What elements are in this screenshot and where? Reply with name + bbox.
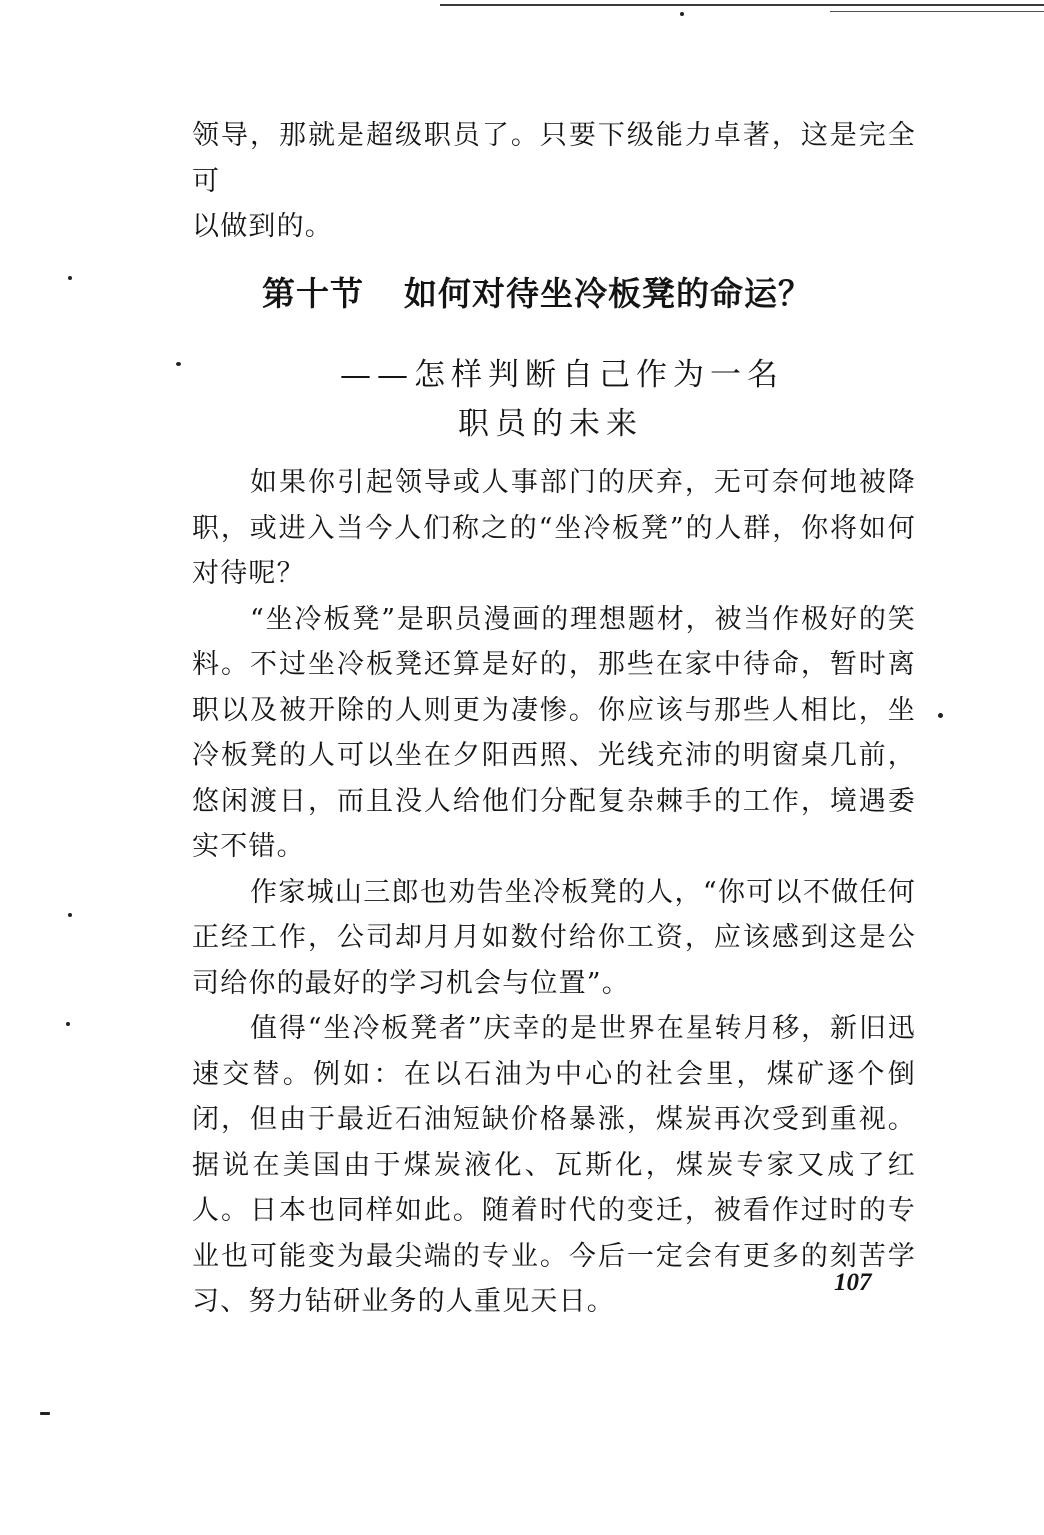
scan-speck — [938, 713, 943, 718]
section-title: 如何对待坐冷板凳的命运？ — [404, 274, 812, 313]
body-text — [192, 460, 916, 1325]
scan-speck — [40, 1412, 50, 1415]
page-number: 107 — [834, 1269, 872, 1296]
body-paragraph-4: 值得“坐冷板凳者”庆幸的是世界在星转月移，新旧迅速交替。例如：在以石油为中心的社会里，煤矿逐个倒闭，但由于最近石油短缺价格暴涨，煤炭再次受到重视。据说在美国由于煤炭液化、瓦斯化，煤炭专家又成了红人。日本也同样如此。随着时代的变迁，被看作过时的专业也可能变为最尖端的专业。今后一定会有更多的刻苦学习、努力钻研业务的人重见天日。 — [192, 1013, 916, 1317]
scan-speck — [176, 362, 181, 366]
scan-speck — [68, 913, 72, 917]
scan-edge-line — [440, 4, 1044, 6]
scan-speck — [66, 1022, 70, 1026]
body-paragraph-3: 作家城山三郎也劝告坐冷板凳的人，“你可以不做任何正经工作，公司却月月如数付给你工资，应该感到这是公司给你的最好的学习机会与位置”。 — [192, 876, 916, 999]
section-heading — [262, 268, 862, 315]
section-subtitle-line-1: ——怎样判断自己作为一名 — [340, 357, 784, 393]
continued-line-1: 领导，那就是超级职员了。只要下级能力卓著，这是完全可 — [192, 120, 916, 197]
body-paragraph-2: “坐冷板凳”是职员漫画的理想题材，被当作极好的笑料。不过坐冷板凳还算是好的，那些在家中待命，暂时离职以及被开除的人则更为凄惨。你应该与那些人相比，坐冷板凳的人可以坐在夕阳西照、光线充沛的明窗桌几前，悠闲渡日，而且没人给他们分配复杂棘手的工作，境遇委实不错。 — [192, 603, 916, 862]
scan-edge-line-thin — [830, 11, 1044, 12]
continued-paragraph — [192, 113, 916, 250]
continued-line-2: 以做到的。 — [192, 211, 333, 242]
scan-speck — [680, 12, 684, 16]
section-number: 第十节 — [262, 274, 364, 313]
section-subtitle-line-2: 职员的未来 — [458, 406, 643, 442]
scan-speck — [68, 276, 72, 280]
body-paragraph-1: 如果你引起领导或人事部门的厌弃，无可奈何地被降职，或进入当今人们称之的“坐冷板凳”的人群，你将如何对待呢？ — [192, 467, 916, 589]
